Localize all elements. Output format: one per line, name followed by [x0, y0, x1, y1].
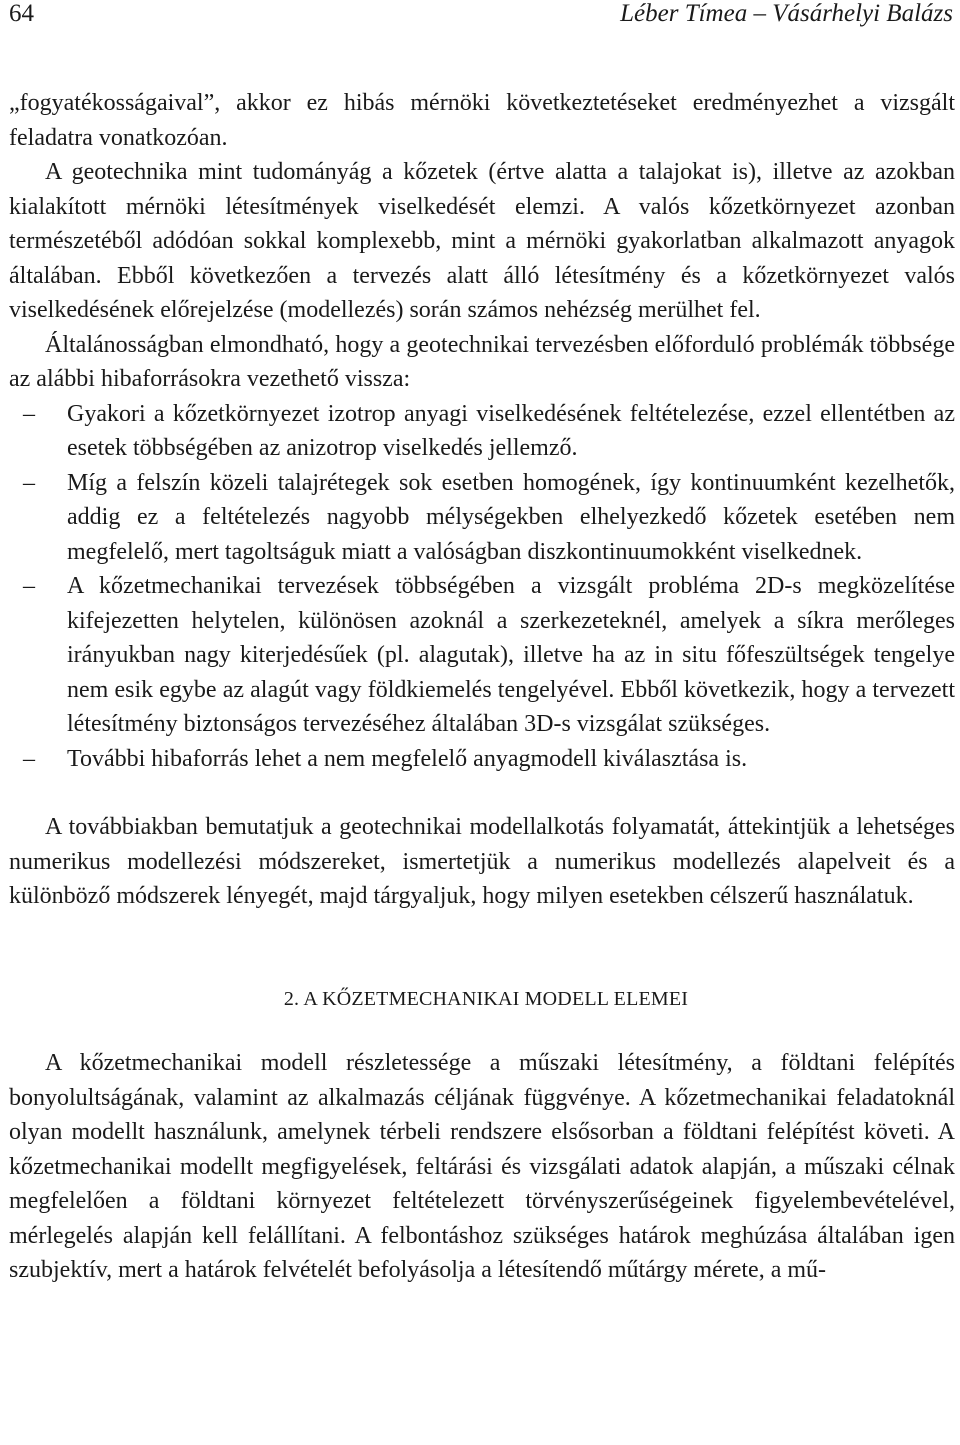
list-item	[9, 466, 955, 570]
dash-marker: –	[23, 745, 35, 772]
page-number: 64	[9, 0, 34, 27]
list-item-text: Gyakori a kőzetkörnyezet izotrop anyagi viselkedésének feltételezése, ezzel ellentétben az esetek többségében az anizotrop viselkedés jellemző.	[67, 400, 955, 461]
section-paragraph: A kőzetmechanikai modell részletessége a műszaki létesítmény, a földtani felépítés bonyolultságának, valamint az alkalmazás céljának függvénye. A kőzetmechanikai feladatoknál olyan modellt használunk, amelynek térbeli rendszere elsősorban a földtani felépítést követi. A kőzetmechanikai modellt megfigyelések, feltárási és vizsgálati adatok alapján, a műszaki célnak megfelelően a földtani környezet feltételezett törvényszerűségeinek figyelembevételével, mérlegelés alapján kell felállítani. A felbontáshoz szükséges határok meghúzása általában igen szubjektív, mert a határok felvételét befolyásolja a létesítendő műtárgy mérete, a mű-	[9, 1050, 955, 1283]
running-header	[9, 0, 955, 38]
list-item-text: Míg a felszín közeli talajrétegek sok esetben homogének, így kontinuumként kezelhetők, addig ez a feltételezés nagyobb mélységekben elhelyezkedő kőzetek esetében nem megfelelő, mert tagoltságuk miatt a valóságban diszkontinuumokként viselkednek.	[67, 469, 955, 565]
dash-marker: –	[23, 400, 35, 427]
section-heading: 2. A KŐZETMECHANIKAI MODELL ELEMEI	[283, 987, 689, 1010]
list-item	[9, 397, 955, 466]
list-item-text: További hibaforrás lehet a nem megfelelő anyagmodell kiválasztása is.	[67, 745, 748, 772]
paragraph: „fogyatékosságaival”, akkor ez hibás mérnöki következtetéseket eredményezhet a vizsgált feladatra vonatkozóan.	[9, 90, 955, 151]
paragraph: A geotechnika mint tudományág a kőzetek (értve alatta a talajokat is), illetve az azokban kialakított mérnöki létesítmények viselkedését elemzi. A valós kőzetkörnyezet azonban természetéből adódóan sokkal komplexebb, mint a mérnöki gyakorlatban alkalmazott anyagok általában. Ebből következően a tervezés alatt álló létesítmény és a kőzetkörnyezet valós viselkedésének előrejelzése (modellezés) során számos nehézség merülhet fel.	[9, 159, 955, 323]
error-sources-list	[9, 397, 955, 777]
running-head-authors: Léber Tímea – Vásárhelyi Balázs	[620, 0, 953, 27]
document-page	[9, 0, 955, 1288]
dash-marker: –	[23, 469, 35, 496]
dash-marker: –	[23, 573, 35, 599]
list-item-text: A kőzetmechanikai tervezések többségében a vizsgált probléma 2D-s megközelítése kifejezetten helytelen, különösen azoknál a szerkezeteknél, amelyek a síkra merőleges irányukban nagy kiterjedésűek (pl. alagutak), illetve ha az in situ főfeszültségek tengelye nem esik egybe az alagút vagy földkiemelés tengelyével. Ebből következik, hogy a tervezett létesítmény biztonságos tervezéséhez általában 3D-s vizsgálat szükséges.	[67, 573, 955, 737]
paragraph: Általánosságban elmondható, hogy a geotechnikai tervezésben előforduló problémák többsége az alábbi hibaforrásokra vezethető vissza:	[9, 331, 955, 392]
paragraph-spacer	[9, 776, 955, 810]
list-item	[9, 742, 955, 777]
body-text	[9, 86, 955, 1288]
closing-paragraph: A továbbiakban bemutatjuk a geotechnikai modellalkotás folyamatát, áttekintjük a lehetséges numerikus modellezési módszereket, ismertetjük a numerikus modellezés alapelveit és a különböző módszerek lényegét, majd tárgyaljuk, hogy milyen esetekben célszerű használatuk.	[9, 814, 955, 909]
list-item	[9, 569, 955, 742]
